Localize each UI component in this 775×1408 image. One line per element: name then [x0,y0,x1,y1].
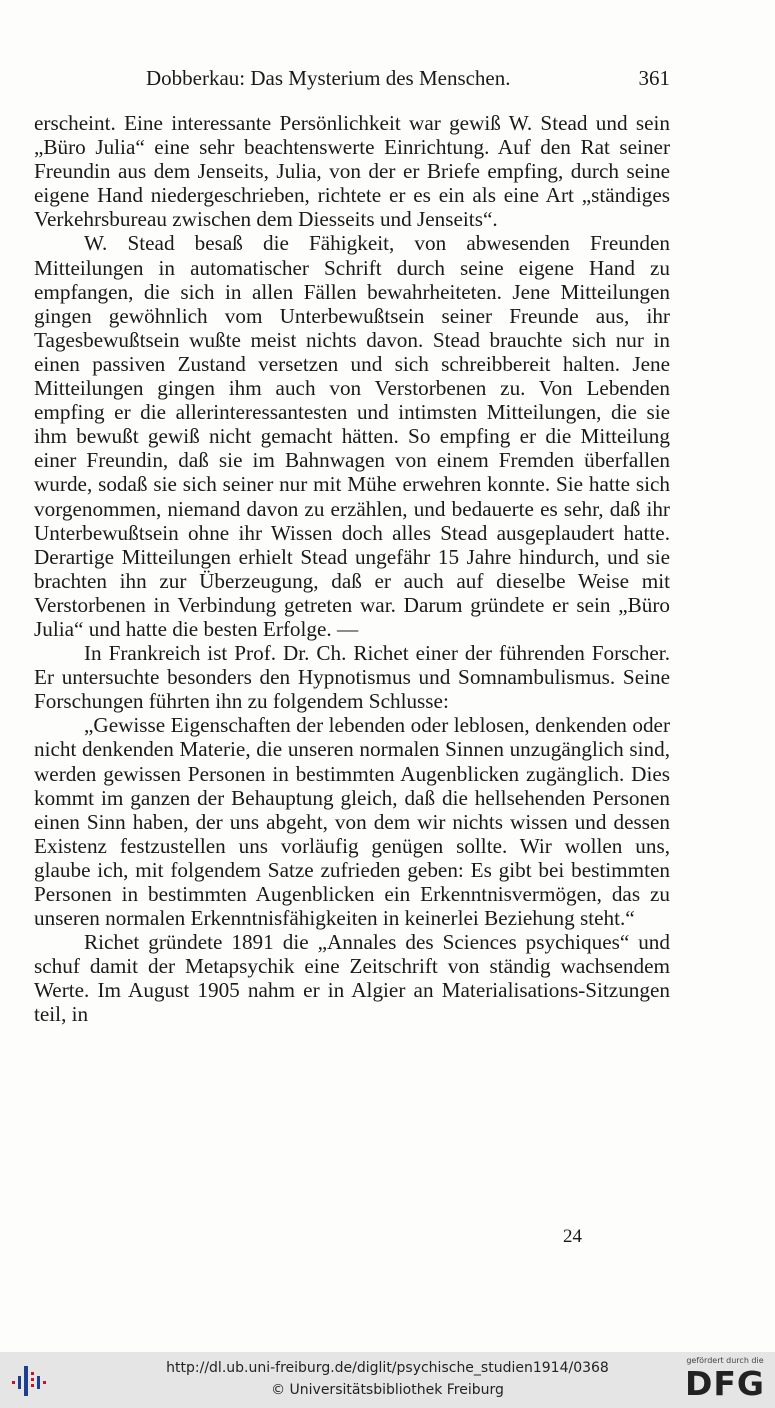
paragraph: In Frankreich ist Prof. Dr. Ch. Richet einer der führenden Forscher. Er untersuchte besonders den Hypnotismus und Somnambulismus. Seine Forschungen führten ihn zu folgendem Schlusse: [34,641,670,714]
paragraph: erscheint. Eine interessante Persönlichkeit war gewiß W. Stead und sein „Büro Julia“ eine sehr beachtenswerte Einrichtung. Auf den Rat seiner Freundin aus dem Jenseits, Julia, von der er Briefe empfing, durch seine eigene Hand niedergeschrieben, richtete er es ein als eine Art „ständiges Verkehrsbureau zwischen dem Diesseits und Jenseits“. [34,111,670,232]
viewer-footer [0,1352,775,1408]
page-number: 361 [638,66,670,90]
source-url-link[interactable]: http://dl.ub.uni-freiburg.de/diglit/psychische_studien1914/0368 [166,1360,609,1376]
body-text [34,111,670,1027]
dfg-caption: gefördert durch die [686,1356,764,1365]
running-header [34,66,670,92]
paragraph: W. Stead besaß die Fähigkeit, von abwesenden Freunden Mitteilungen in automatischer Schrift durch seine eigene Hand zu empfangen, die sich in allen Fällen bewahrheiteten. Jene Mitteilungen gingen gewöhnlich vom Unterbewußtsein seiner Freunde aus, ihr Tagesbewußtsein wußte meist nichts davon. Stead brauchte sich nur in einen passiven Zustand versetzen und sich schreibbereit halten. Jene Mitteilungen gingen ihm auch von Verstorbenen zu. Von Lebenden empfing er die allerinteressantesten und intimsten Mitteilungen, die sie ihm bewußt gewiß nicht gemacht hätten. So empfing er die Mitteilung einer Freundin, daß sie im Bahnwagen von einem Fremden überfallen wurde, sodaß sie sich seiner nur mit Mühe erwehren konnte. Sie hatte sich vorgenommen, niemand davon zu erzählen, und bedauerte es sehr, daß ihr Unterbewußtsein ohne ihr Wissen doch alles Stead ausgeplaudert hatte. Derartige Mitteilungen erhielt Stead ungefähr 15 Jahre hindurch, und sie brachten ihn zur Überzeugung, daß er auch auf dieselbe Weise mit Verstorbenen in Verbindung getreten war. Darum gründete er sein „Büro Julia“ und hatte die besten Erfolge. — [34,231,670,641]
dfg-logo-text: DFG [684,1364,766,1403]
running-title: Dobberkau: Das Mysterium des Menschen. [146,66,511,90]
dfg-logo-icon [682,1356,768,1406]
quote-paragraph: „Gewisse Eigenschaften der lebenden oder leblosen, denkenden oder nicht denkenden Materie, die unseren normalen Sinnen unzugänglich sind, werden gewissen Personen in bestimmten Augenblicken zugänglich. Dies kommt im ganzen der Behauptung gleich, daß die hellsehenden Personen einen Sinn haben, der uns abgeht, von dem wir nichts wissen und dessen Existenz festzustellen uns vorläufig genügen sollte. Wir wollen uns, glaube ich, mit folgendem Satze zufrieden geben: Es gibt bei bestimmten Personen in bestimmten Augenblicken ein Erkenntnisvermögen, das zu unseren normalen Erkenntnisfähigkeiten in keinerlei Beziehung steht.“ [34,713,670,931]
copyright-notice: © Universitätsbibliothek Freiburg [271,1382,504,1398]
signature-mark: 24 [563,1226,582,1247]
paragraph: Richet gründete 1891 die „Annales des Sciences psychiques“ und schuf damit der Metapsychik eine Zeitschrift von ständig wachsendem Werte. Im August 1905 nahm er in Algier an Materialisations-Sitzungen teil, in [34,930,670,1027]
